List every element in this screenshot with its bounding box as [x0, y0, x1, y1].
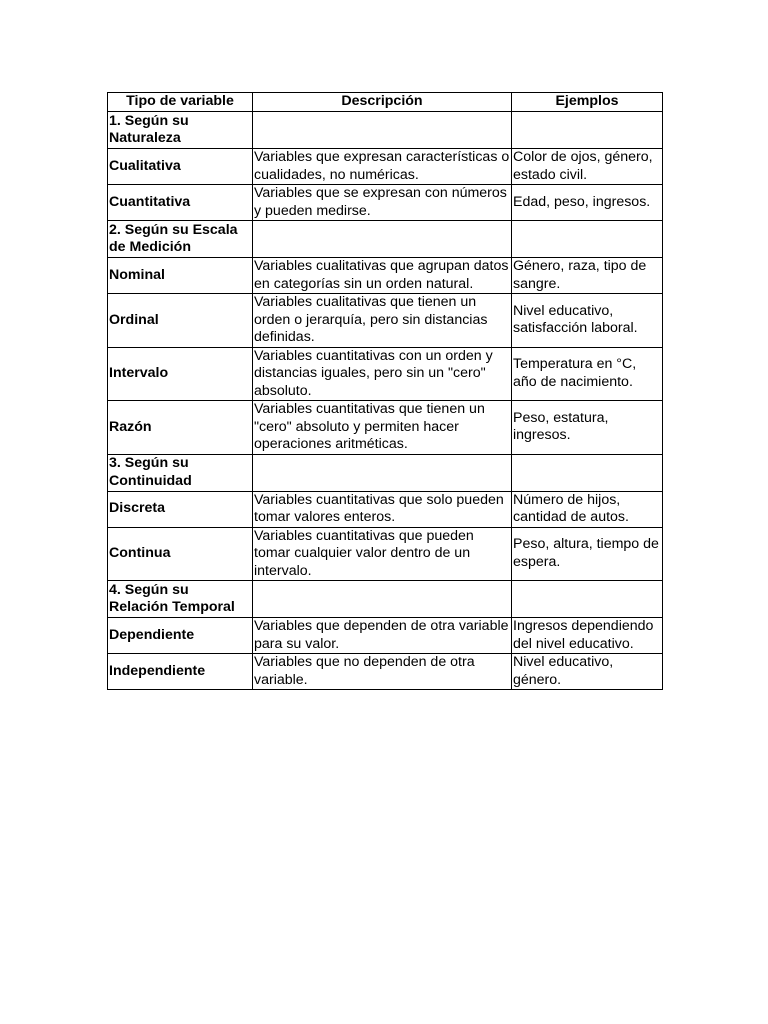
table-body	[108, 112, 663, 690]
header-tipo-de-variable: Tipo de variable	[108, 93, 253, 112]
header-ejemplos: Ejemplos	[512, 93, 663, 112]
table-row	[108, 258, 663, 294]
variable-type-cell: Cualitativa	[108, 149, 253, 185]
description-cell: Variables que no dependen de otra variable.	[253, 654, 512, 690]
examples-cell	[512, 221, 663, 258]
table-row	[108, 618, 663, 654]
variable-type-cell: 2. Según su Escala de Medición	[108, 221, 253, 258]
description-cell: Variables cuantitativas con un orden y distancias iguales, pero sin un "cero" absoluto.	[253, 347, 512, 401]
examples-cell: Edad, peso, ingresos.	[512, 185, 663, 221]
examples-cell: Género, raza, tipo de sangre.	[512, 258, 663, 294]
description-cell: Variables cualitativas que agrupan datos en categorías sin un orden natural.	[253, 258, 512, 294]
variable-type-cell: 4. Según su Relación Temporal	[108, 581, 253, 618]
variable-type-cell: 1. Según su Naturaleza	[108, 112, 253, 149]
table-row	[108, 527, 663, 581]
examples-cell	[512, 581, 663, 618]
table-row	[108, 654, 663, 690]
variable-type-cell: Independiente	[108, 654, 253, 690]
description-cell	[253, 581, 512, 618]
header-descripcion: Descripción	[253, 93, 512, 112]
variable-type-cell: Ordinal	[108, 294, 253, 348]
variable-types-table	[107, 92, 663, 690]
examples-cell: Peso, altura, tiempo de espera.	[512, 527, 663, 581]
variable-type-cell: 3. Según su Continuidad	[108, 454, 253, 491]
section-row	[108, 454, 663, 491]
variable-type-cell: Continua	[108, 527, 253, 581]
description-cell: Variables que se expresan con números y pueden medirse.	[253, 185, 512, 221]
table-row	[108, 294, 663, 348]
examples-cell	[512, 454, 663, 491]
variable-type-cell: Nominal	[108, 258, 253, 294]
table-row	[108, 185, 663, 221]
description-cell	[253, 454, 512, 491]
variable-type-cell: Discreta	[108, 491, 253, 527]
description-cell: Variables cuantitativas que tienen un "cero" absoluto y permiten hacer operaciones aritméticas.	[253, 401, 512, 455]
description-cell: Variables que dependen de otra variable para su valor.	[253, 618, 512, 654]
variable-type-cell: Intervalo	[108, 347, 253, 401]
examples-cell: Nivel educativo, satisfacción laboral.	[512, 294, 663, 348]
description-cell: Variables cuantitativas que pueden tomar cualquier valor dentro de un intervalo.	[253, 527, 512, 581]
description-cell	[253, 112, 512, 149]
header-row	[108, 93, 663, 112]
examples-cell: Temperatura en °C, año de nacimiento.	[512, 347, 663, 401]
document-page	[107, 92, 662, 690]
examples-cell	[512, 112, 663, 149]
description-cell: Variables cuantitativas que solo pueden tomar valores enteros.	[253, 491, 512, 527]
section-row	[108, 221, 663, 258]
description-cell	[253, 221, 512, 258]
examples-cell: Color de ojos, género, estado civil.	[512, 149, 663, 185]
variable-type-cell: Dependiente	[108, 618, 253, 654]
examples-cell: Peso, estatura, ingresos.	[512, 401, 663, 455]
variable-type-cell: Razón	[108, 401, 253, 455]
description-cell: Variables que expresan características o cualidades, no numéricas.	[253, 149, 512, 185]
examples-cell: Ingresos dependiendo del nivel educativo.	[512, 618, 663, 654]
table-row	[108, 491, 663, 527]
examples-cell: Nivel educativo, género.	[512, 654, 663, 690]
examples-cell: Número de hijos, cantidad de autos.	[512, 491, 663, 527]
table-row	[108, 347, 663, 401]
table-row	[108, 401, 663, 455]
description-cell: Variables cualitativas que tienen un orden o jerarquía, pero sin distancias definidas.	[253, 294, 512, 348]
variable-type-cell: Cuantitativa	[108, 185, 253, 221]
table-header	[108, 93, 663, 112]
table-row	[108, 149, 663, 185]
section-row	[108, 112, 663, 149]
section-row	[108, 581, 663, 618]
